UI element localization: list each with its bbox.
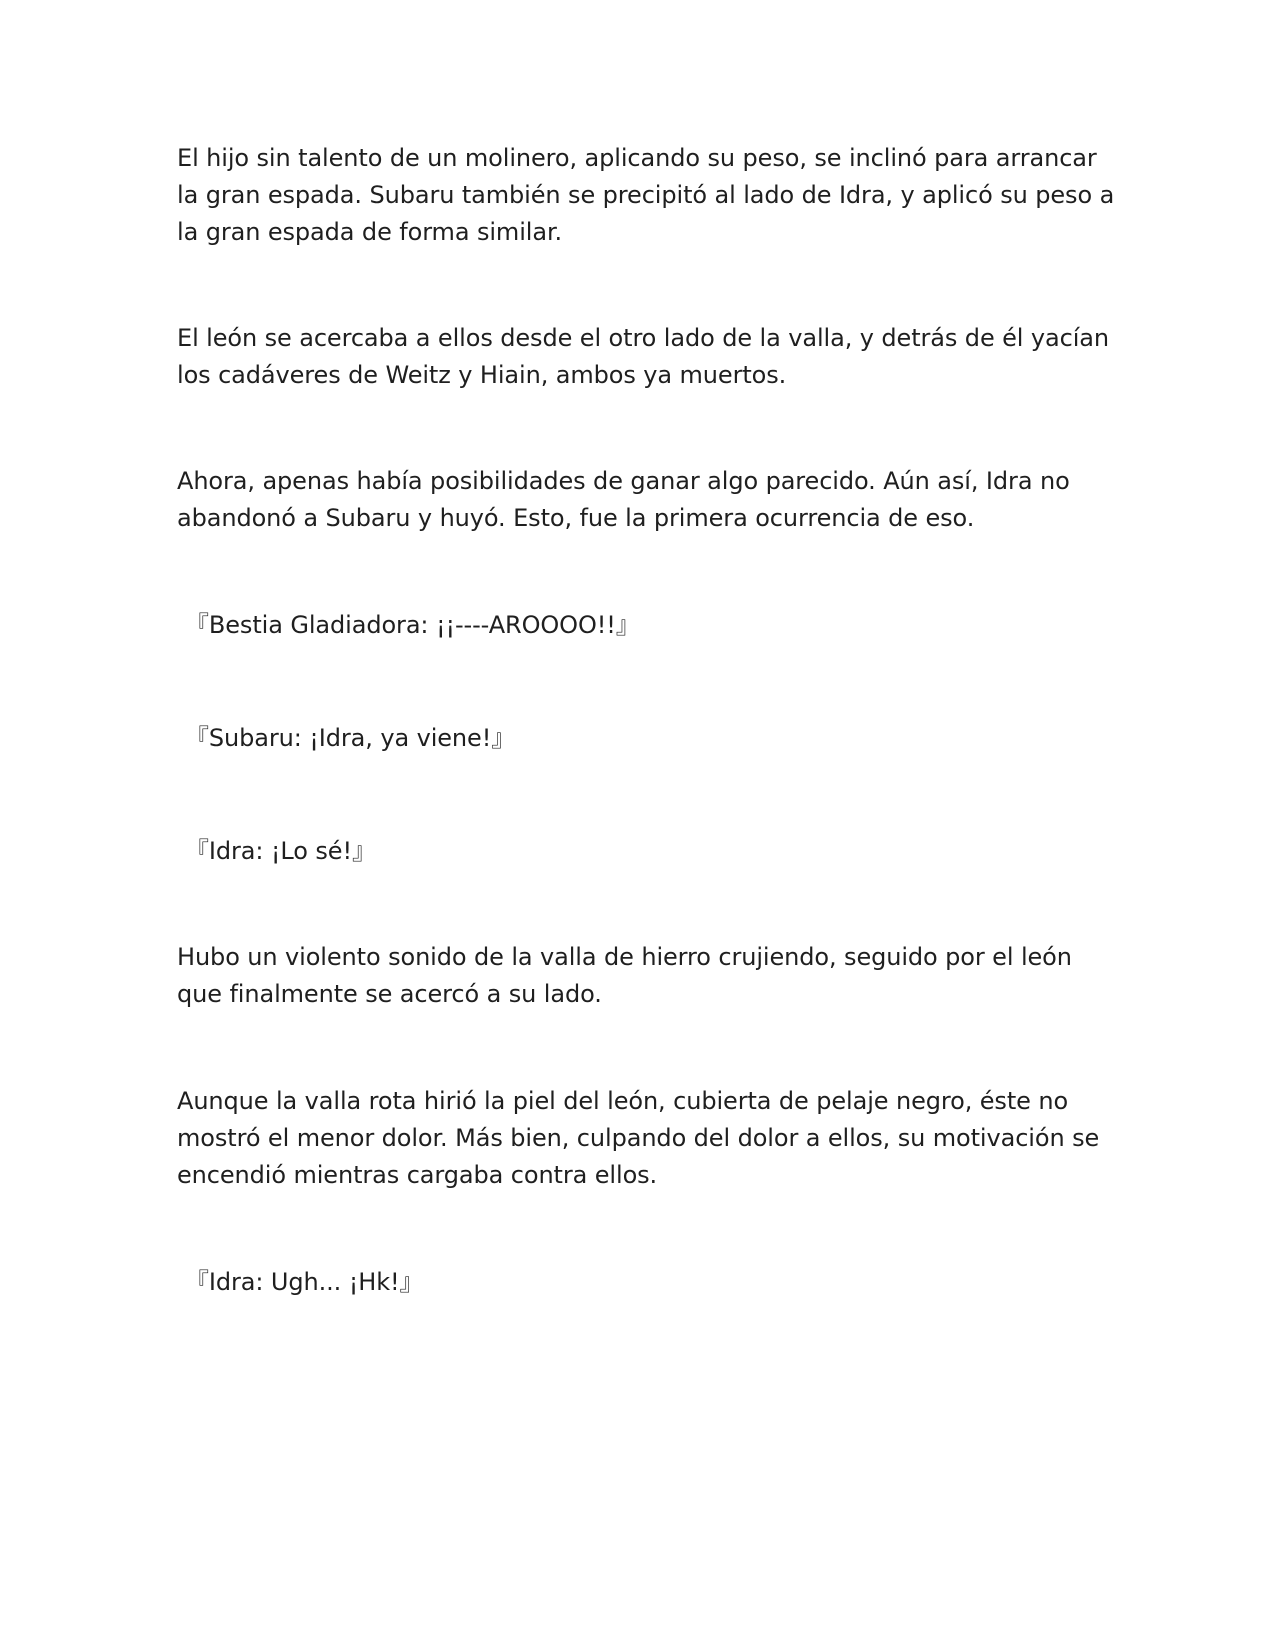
paragraph-1-line-1: El hijo sin talento de un molinero, aplicando su peso, se inclinó para arrancar — [177, 144, 1097, 172]
paragraph-3-line-1: Ahora, apenas había posibilidades de ganar algo parecido. Aún así, Idra no — [177, 467, 1070, 495]
dialogue-idra-1: 『Idra: ¡Lo sé!』 — [185, 837, 376, 865]
paragraph-3-line-2: abandonó a Subaru y huyó. Esto, fue la primera ocurrencia de eso. — [177, 504, 975, 532]
paragraph-2-line-1: El león se acercaba a ellos desde el otro lado de la valla, y detrás de él yacían — [177, 324, 1109, 352]
paragraph-1-line-3: la gran espada de forma similar. — [177, 218, 563, 246]
paragraph-4-line-1: Hubo un violento sonido de la valla de hierro crujiendo, seguido por el león — [177, 943, 1072, 971]
dialogue-idra-2: 『Idra: Ugh... ¡Hk!』 — [185, 1268, 424, 1296]
paragraph-2-line-2: los cadáveres de Weitz y Hiain, ambos ya muertos. — [177, 361, 787, 389]
paragraph-5-line-3: encendió mientras cargaba contra ellos. — [177, 1161, 658, 1189]
paragraph-5-line-2: mostró el menor dolor. Más bien, culpando del dolor a ellos, su motivación se — [177, 1124, 1100, 1152]
paragraph-1-line-2: la gran espada. Subaru también se precipitó al lado de Idra, y aplicó su peso a — [177, 181, 1115, 209]
paragraph-4-line-2: que finalmente se acercó a su lado. — [177, 980, 602, 1008]
dialogue-subaru: 『Subaru: ¡Idra, ya viene!』 — [185, 724, 516, 752]
dialogue-beast: 『Bestia Gladiadora: ¡¡----AROOOO!!』 — [185, 611, 640, 639]
paragraph-5-line-1: Aunque la valla rota hirió la piel del león, cubierta de pelaje negro, éste no — [177, 1087, 1069, 1115]
